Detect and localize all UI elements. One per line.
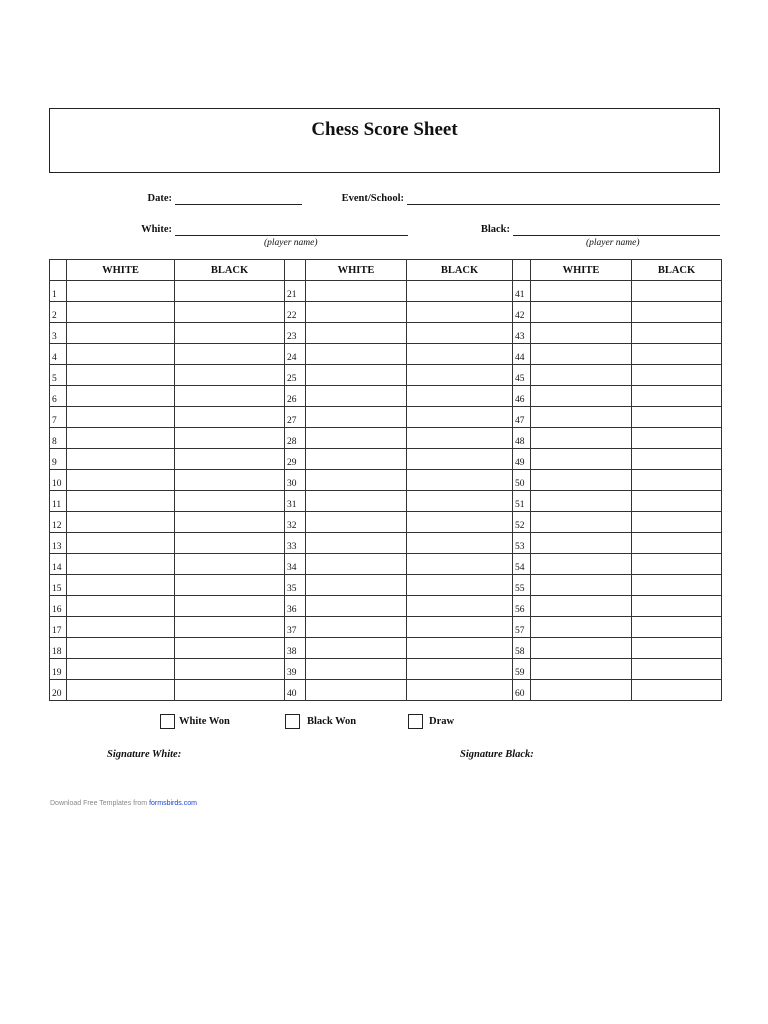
move-number: 19 — [50, 659, 67, 680]
move-number: 40 — [285, 680, 306, 701]
move-number: 45 — [513, 365, 531, 386]
white-header: WHITE — [67, 260, 175, 281]
move-number: 12 — [50, 512, 67, 533]
footer — [50, 800, 197, 807]
black-move-cell[interactable] — [407, 596, 513, 617]
black-move-cell[interactable] — [632, 512, 722, 533]
black-player-hint: (player name) — [586, 238, 640, 248]
move-number: 55 — [513, 575, 531, 596]
move-number: 46 — [513, 386, 531, 407]
black-move-cell[interactable] — [407, 302, 513, 323]
black-move-cell[interactable] — [632, 449, 722, 470]
move-number: 22 — [285, 302, 306, 323]
black-move-cell[interactable] — [175, 386, 285, 407]
black-header: BLACK — [175, 260, 285, 281]
black-move-cell[interactable] — [407, 449, 513, 470]
white-move-cell[interactable] — [531, 512, 632, 533]
footer-link[interactable]: formsbirds.com — [149, 800, 197, 807]
black-move-cell[interactable] — [407, 512, 513, 533]
black-move-cell[interactable] — [632, 680, 722, 701]
black-move-cell[interactable] — [407, 428, 513, 449]
signature-black-label: Signature Black: — [460, 749, 534, 760]
move-number: 1 — [50, 281, 67, 302]
white-move-cell[interactable] — [67, 596, 175, 617]
white-move-cell[interactable] — [531, 470, 632, 491]
white-move-cell[interactable] — [531, 533, 632, 554]
white-move-cell[interactable] — [67, 638, 175, 659]
move-number: 36 — [285, 596, 306, 617]
white-move-cell[interactable] — [306, 386, 407, 407]
move-number: 35 — [285, 575, 306, 596]
white-move-cell[interactable] — [531, 617, 632, 638]
black-move-cell[interactable] — [175, 638, 285, 659]
move-number: 39 — [285, 659, 306, 680]
black-move-cell[interactable] — [175, 470, 285, 491]
black-move-cell[interactable] — [407, 365, 513, 386]
move-number: 41 — [513, 281, 531, 302]
white-move-cell[interactable] — [67, 344, 175, 365]
score-body — [50, 281, 722, 701]
black-move-cell[interactable] — [175, 344, 285, 365]
table-row — [50, 365, 722, 386]
black-move-cell[interactable] — [175, 302, 285, 323]
white-move-cell[interactable] — [531, 680, 632, 701]
move-number: 53 — [513, 533, 531, 554]
white-move-cell[interactable] — [67, 617, 175, 638]
white-won-label: White Won — [179, 716, 230, 727]
table-row — [50, 617, 722, 638]
white-move-cell[interactable] — [306, 638, 407, 659]
title-box — [49, 108, 720, 173]
black-move-cell[interactable] — [175, 554, 285, 575]
white-player-field[interactable] — [175, 235, 408, 236]
white-header: WHITE — [531, 260, 632, 281]
move-number: 59 — [513, 659, 531, 680]
table-row — [50, 344, 722, 365]
black-move-cell[interactable] — [632, 281, 722, 302]
white-move-cell[interactable] — [67, 407, 175, 428]
white-move-cell[interactable] — [306, 470, 407, 491]
score-table — [49, 259, 722, 701]
date-field[interactable] — [175, 204, 302, 205]
white-move-cell[interactable] — [531, 344, 632, 365]
black-move-cell[interactable] — [632, 533, 722, 554]
move-number: 2 — [50, 302, 67, 323]
move-number: 57 — [513, 617, 531, 638]
move-number: 42 — [513, 302, 531, 323]
move-number: 17 — [50, 617, 67, 638]
black-won-checkbox[interactable] — [285, 714, 300, 729]
table-row — [50, 407, 722, 428]
white-move-cell[interactable] — [531, 428, 632, 449]
draw-checkbox[interactable] — [408, 714, 423, 729]
move-number: 18 — [50, 638, 67, 659]
white-move-cell[interactable] — [531, 365, 632, 386]
white-move-cell[interactable] — [306, 407, 407, 428]
table-row — [50, 638, 722, 659]
white-move-cell[interactable] — [67, 533, 175, 554]
white-move-cell[interactable] — [306, 575, 407, 596]
table-row — [50, 533, 722, 554]
white-move-cell[interactable] — [306, 365, 407, 386]
move-number: 44 — [513, 344, 531, 365]
black-move-cell[interactable] — [175, 491, 285, 512]
white-won-checkbox[interactable] — [160, 714, 175, 729]
black-move-cell[interactable] — [632, 386, 722, 407]
white-move-cell[interactable] — [67, 449, 175, 470]
move-number: 58 — [513, 638, 531, 659]
move-number: 56 — [513, 596, 531, 617]
black-move-cell[interactable] — [175, 407, 285, 428]
score-header-row — [50, 260, 722, 281]
table-row — [50, 386, 722, 407]
move-number: 31 — [285, 491, 306, 512]
num-header — [513, 260, 531, 281]
table-row — [50, 302, 722, 323]
black-header: BLACK — [632, 260, 722, 281]
white-move-cell[interactable] — [306, 596, 407, 617]
white-move-cell[interactable] — [67, 680, 175, 701]
date-label: Date: — [147, 193, 172, 204]
table-row — [50, 428, 722, 449]
move-number: 8 — [50, 428, 67, 449]
white-move-cell[interactable] — [67, 491, 175, 512]
white-player-label: White: — [141, 224, 172, 235]
white-move-cell[interactable] — [306, 533, 407, 554]
white-move-cell[interactable] — [306, 617, 407, 638]
black-move-cell[interactable] — [407, 470, 513, 491]
move-number: 48 — [513, 428, 531, 449]
black-move-cell[interactable] — [175, 365, 285, 386]
black-move-cell[interactable] — [407, 491, 513, 512]
black-move-cell[interactable] — [632, 554, 722, 575]
white-move-cell[interactable] — [531, 659, 632, 680]
move-number: 54 — [513, 554, 531, 575]
move-number: 26 — [285, 386, 306, 407]
black-move-cell[interactable] — [407, 386, 513, 407]
move-number: 34 — [285, 554, 306, 575]
white-move-cell[interactable] — [67, 281, 175, 302]
black-move-cell[interactable] — [175, 659, 285, 680]
white-move-cell[interactable] — [306, 281, 407, 302]
move-number: 50 — [513, 470, 531, 491]
white-move-cell[interactable] — [306, 491, 407, 512]
white-move-cell[interactable] — [531, 596, 632, 617]
move-number: 43 — [513, 323, 531, 344]
black-move-cell[interactable] — [407, 617, 513, 638]
white-header: WHITE — [306, 260, 407, 281]
black-move-cell[interactable] — [632, 302, 722, 323]
move-number: 13 — [50, 533, 67, 554]
white-move-cell[interactable] — [67, 323, 175, 344]
white-move-cell[interactable] — [306, 449, 407, 470]
white-move-cell[interactable] — [306, 302, 407, 323]
table-row — [50, 659, 722, 680]
white-move-cell[interactable] — [67, 554, 175, 575]
black-move-cell[interactable] — [407, 638, 513, 659]
move-number: 21 — [285, 281, 306, 302]
move-number: 28 — [285, 428, 306, 449]
white-move-cell[interactable] — [531, 323, 632, 344]
move-number: 49 — [513, 449, 531, 470]
black-move-cell[interactable] — [175, 449, 285, 470]
table-row — [50, 470, 722, 491]
table-row — [50, 449, 722, 470]
move-number: 32 — [285, 512, 306, 533]
move-number: 60 — [513, 680, 531, 701]
signature-white-label: Signature White: — [107, 749, 182, 760]
black-move-cell[interactable] — [632, 365, 722, 386]
move-number: 7 — [50, 407, 67, 428]
black-move-cell[interactable] — [632, 428, 722, 449]
table-row — [50, 575, 722, 596]
black-move-cell[interactable] — [175, 617, 285, 638]
move-number: 29 — [285, 449, 306, 470]
move-number: 11 — [50, 491, 67, 512]
page-title: Chess Score Sheet — [311, 119, 458, 140]
event-field[interactable] — [407, 204, 720, 205]
move-number: 10 — [50, 470, 67, 491]
black-move-cell[interactable] — [632, 491, 722, 512]
white-move-cell[interactable] — [306, 344, 407, 365]
move-number: 47 — [513, 407, 531, 428]
black-player-label: Black: — [480, 224, 510, 235]
white-move-cell[interactable] — [531, 491, 632, 512]
white-move-cell[interactable] — [531, 386, 632, 407]
white-player-hint: (player name) — [264, 238, 318, 248]
black-move-cell[interactable] — [407, 554, 513, 575]
black-move-cell[interactable] — [407, 533, 513, 554]
footer-text: Download Free Templates from — [50, 800, 148, 807]
white-move-cell[interactable] — [306, 323, 407, 344]
white-move-cell[interactable] — [531, 638, 632, 659]
white-move-cell[interactable] — [306, 680, 407, 701]
white-move-cell[interactable] — [67, 470, 175, 491]
black-move-cell[interactable] — [407, 659, 513, 680]
black-move-cell[interactable] — [632, 575, 722, 596]
move-number: 4 — [50, 344, 67, 365]
move-number: 52 — [513, 512, 531, 533]
black-move-cell[interactable] — [407, 323, 513, 344]
white-move-cell[interactable] — [67, 302, 175, 323]
move-number: 5 — [50, 365, 67, 386]
move-number: 15 — [50, 575, 67, 596]
move-number: 25 — [285, 365, 306, 386]
black-won-label: Black Won — [307, 716, 357, 727]
black-move-cell[interactable] — [632, 407, 722, 428]
black-move-cell[interactable] — [175, 281, 285, 302]
white-move-cell[interactable] — [306, 512, 407, 533]
black-move-cell[interactable] — [632, 344, 722, 365]
white-move-cell[interactable] — [531, 575, 632, 596]
black-move-cell[interactable] — [632, 323, 722, 344]
black-move-cell[interactable] — [407, 575, 513, 596]
white-move-cell[interactable] — [306, 428, 407, 449]
black-move-cell[interactable] — [175, 428, 285, 449]
black-move-cell[interactable] — [632, 659, 722, 680]
black-move-cell[interactable] — [175, 596, 285, 617]
table-row — [50, 512, 722, 533]
table-row — [50, 491, 722, 512]
white-move-cell[interactable] — [531, 407, 632, 428]
move-number: 9 — [50, 449, 67, 470]
move-number: 16 — [50, 596, 67, 617]
white-move-cell[interactable] — [306, 659, 407, 680]
white-move-cell[interactable] — [531, 554, 632, 575]
black-move-cell[interactable] — [407, 344, 513, 365]
black-move-cell[interactable] — [175, 680, 285, 701]
black-move-cell[interactable] — [407, 407, 513, 428]
num-header — [50, 260, 67, 281]
black-header: BLACK — [407, 260, 513, 281]
white-move-cell[interactable] — [67, 575, 175, 596]
move-number: 14 — [50, 554, 67, 575]
white-move-cell[interactable] — [531, 449, 632, 470]
black-move-cell[interactable] — [632, 617, 722, 638]
black-move-cell[interactable] — [632, 596, 722, 617]
move-number: 24 — [285, 344, 306, 365]
move-number: 20 — [50, 680, 67, 701]
white-move-cell[interactable] — [306, 554, 407, 575]
move-number: 27 — [285, 407, 306, 428]
black-move-cell[interactable] — [632, 470, 722, 491]
black-move-cell[interactable] — [175, 533, 285, 554]
move-number: 37 — [285, 617, 306, 638]
black-move-cell[interactable] — [407, 680, 513, 701]
black-move-cell[interactable] — [175, 512, 285, 533]
move-number: 6 — [50, 386, 67, 407]
table-row — [50, 554, 722, 575]
white-move-cell[interactable] — [67, 386, 175, 407]
table-row — [50, 323, 722, 344]
move-number: 51 — [513, 491, 531, 512]
event-label: Event/School: — [341, 193, 404, 204]
black-player-field[interactable] — [513, 235, 720, 236]
white-move-cell[interactable] — [67, 659, 175, 680]
black-move-cell[interactable] — [407, 281, 513, 302]
white-move-cell[interactable] — [67, 512, 175, 533]
black-move-cell[interactable] — [175, 323, 285, 344]
move-number: 30 — [285, 470, 306, 491]
white-move-cell[interactable] — [67, 365, 175, 386]
num-header — [285, 260, 306, 281]
draw-label: Draw — [429, 716, 455, 727]
black-move-cell[interactable] — [632, 638, 722, 659]
black-move-cell[interactable] — [175, 575, 285, 596]
white-move-cell[interactable] — [531, 302, 632, 323]
table-row — [50, 680, 722, 701]
table-row — [50, 281, 722, 302]
move-number: 33 — [285, 533, 306, 554]
white-move-cell[interactable] — [67, 428, 175, 449]
move-number: 3 — [50, 323, 67, 344]
move-number: 23 — [285, 323, 306, 344]
white-move-cell[interactable] — [531, 281, 632, 302]
table-row — [50, 596, 722, 617]
move-number: 38 — [285, 638, 306, 659]
